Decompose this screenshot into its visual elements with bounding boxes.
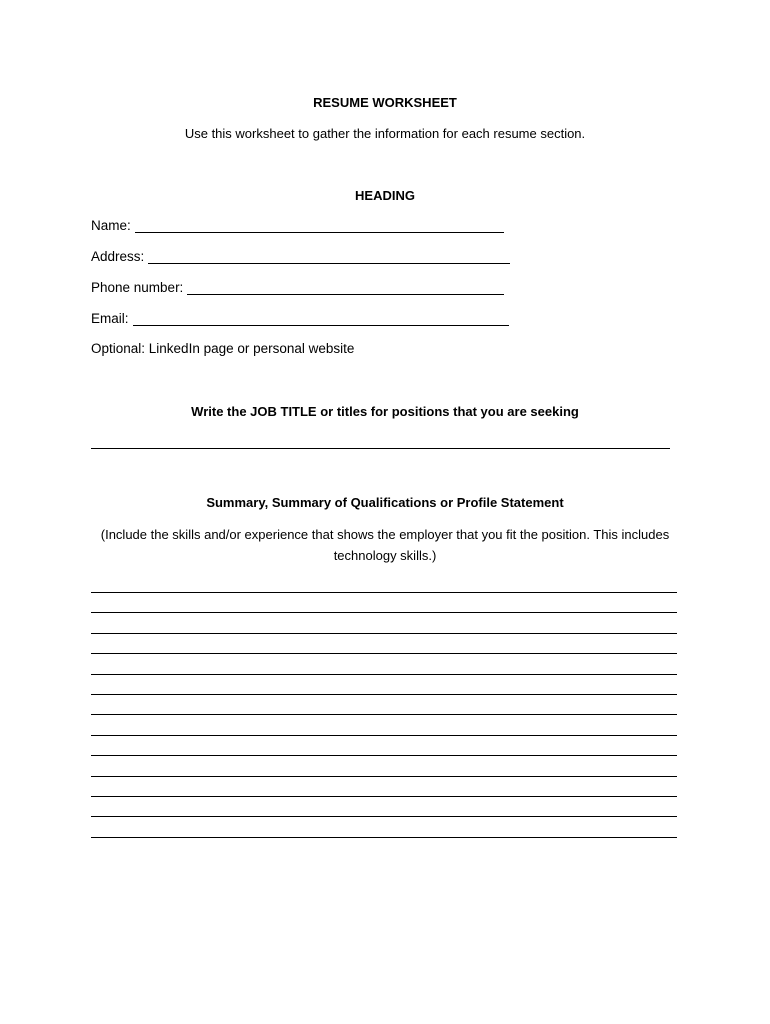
summary-input-line[interactable]: [91, 633, 677, 634]
email-label: Email:: [91, 311, 129, 326]
summary-input-line[interactable]: [91, 796, 677, 797]
summary-input-line[interactable]: [91, 592, 677, 593]
address-label: Address:: [91, 249, 145, 264]
email-field: [91, 311, 509, 326]
address-field: [91, 249, 510, 264]
summary-input-line[interactable]: [91, 674, 677, 675]
name-field: [91, 218, 504, 233]
summary-input-line[interactable]: [91, 612, 677, 613]
phone-field: [91, 280, 504, 295]
address-input-line[interactable]: [148, 251, 510, 264]
phone-label: Phone number:: [91, 280, 184, 295]
name-input-line[interactable]: [135, 220, 504, 233]
summary-input-line[interactable]: [91, 755, 677, 756]
summary-input-line[interactable]: [91, 816, 677, 817]
email-input-line[interactable]: [133, 313, 509, 326]
summary-input-line[interactable]: [91, 837, 677, 838]
summary-input-line[interactable]: [91, 714, 677, 715]
heading-section-title: HEADING: [355, 188, 415, 203]
worksheet-intro: Use this worksheet to gather the information for each resume section.: [184, 126, 586, 141]
name-label: Name:: [91, 218, 131, 233]
summary-input-line[interactable]: [91, 735, 677, 736]
worksheet-title: RESUME WORKSHEET: [313, 95, 457, 110]
optional-note: Optional: LinkedIn page or personal website: [91, 341, 355, 356]
summary-instructions: (Include the skills and/or experience that shows the employer that you fit the position. This includes technology skills.): [100, 527, 670, 563]
job-title-prompt: Write the JOB TITLE or titles for positions that you are seeking: [191, 404, 579, 419]
summary-section-title: Summary, Summary of Qualifications or Profile Statement: [206, 495, 564, 510]
summary-input-line[interactable]: [91, 653, 677, 654]
phone-input-line[interactable]: [187, 282, 504, 295]
summary-input-line[interactable]: [91, 694, 677, 695]
job-title-input-line[interactable]: [91, 448, 670, 449]
summary-input-line[interactable]: [91, 776, 677, 777]
